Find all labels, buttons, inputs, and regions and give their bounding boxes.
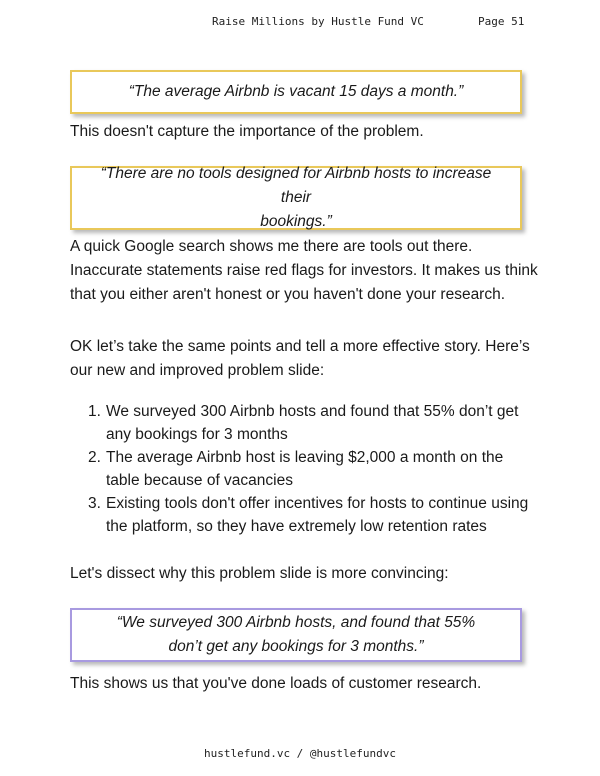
quote-line: “There are no tools designed for Airbnb hosts to increase their xyxy=(100,165,492,206)
paragraph-line: our new and improved problem slide: xyxy=(70,362,325,379)
paragraph-line: OK let’s take the same points and tell a more effective story. Here’s xyxy=(70,338,530,355)
quote-line: don’t get any bookings for 3 months.” xyxy=(168,638,424,655)
paragraph-line: Let's dissect why this problem slide is more convincing: xyxy=(70,565,449,582)
list-line: We surveyed 300 Airbnb hosts and found that 55% don’t get xyxy=(106,403,519,420)
page-footer: hustlefund.vc / @hustlefundvc xyxy=(203,747,397,760)
paragraph-line: This shows us that you've done loads of customer research. xyxy=(70,675,482,692)
paragraph-importance xyxy=(70,120,540,144)
list-number: 1. xyxy=(88,403,101,420)
paragraph-line: Inaccurate statements raise red flags for investors. It makes us think xyxy=(70,262,538,279)
list-item xyxy=(88,492,528,538)
list-number: 3. xyxy=(88,495,101,512)
page-number: Page 51 xyxy=(478,15,525,28)
quote-line: bookings.” xyxy=(260,213,332,230)
list-line: any bookings for 3 months xyxy=(106,426,288,443)
pull-quote-survey xyxy=(70,608,522,662)
paragraph-customer-research xyxy=(70,672,540,696)
paragraph-dissect xyxy=(70,562,540,586)
list-number: 2. xyxy=(88,449,101,466)
list-line: table because of vacancies xyxy=(106,472,293,489)
paragraph-google-search xyxy=(70,235,540,307)
paragraph-line: This doesn't capture the importance of the problem. xyxy=(70,123,424,140)
list-item xyxy=(88,400,528,446)
paragraph-effective-story xyxy=(70,335,540,383)
pull-quote-no-tools xyxy=(70,166,522,230)
list-item xyxy=(88,446,528,492)
paragraph-line: A quick Google search shows me there are tools out there. xyxy=(70,238,473,255)
list-line: the platform, so they have extremely low retention rates xyxy=(106,518,487,535)
list-line: Existing tools don't offer incentives for hosts to continue using xyxy=(106,495,529,512)
running-header-title: Raise Millions by Hustle Fund VC xyxy=(212,15,424,28)
list-line: The average Airbnb host is leaving $2,000 a month on the xyxy=(106,449,504,466)
pull-quote-vacancy xyxy=(70,70,522,114)
problem-slide-list xyxy=(88,400,528,538)
quote-line: “We surveyed 300 Airbnb hosts, and found that 55% xyxy=(116,614,476,631)
quote-line: “The average Airbnb is vacant 15 days a month.” xyxy=(128,83,464,100)
paragraph-line: that you either aren't honest or you haven't done your research. xyxy=(70,286,506,303)
